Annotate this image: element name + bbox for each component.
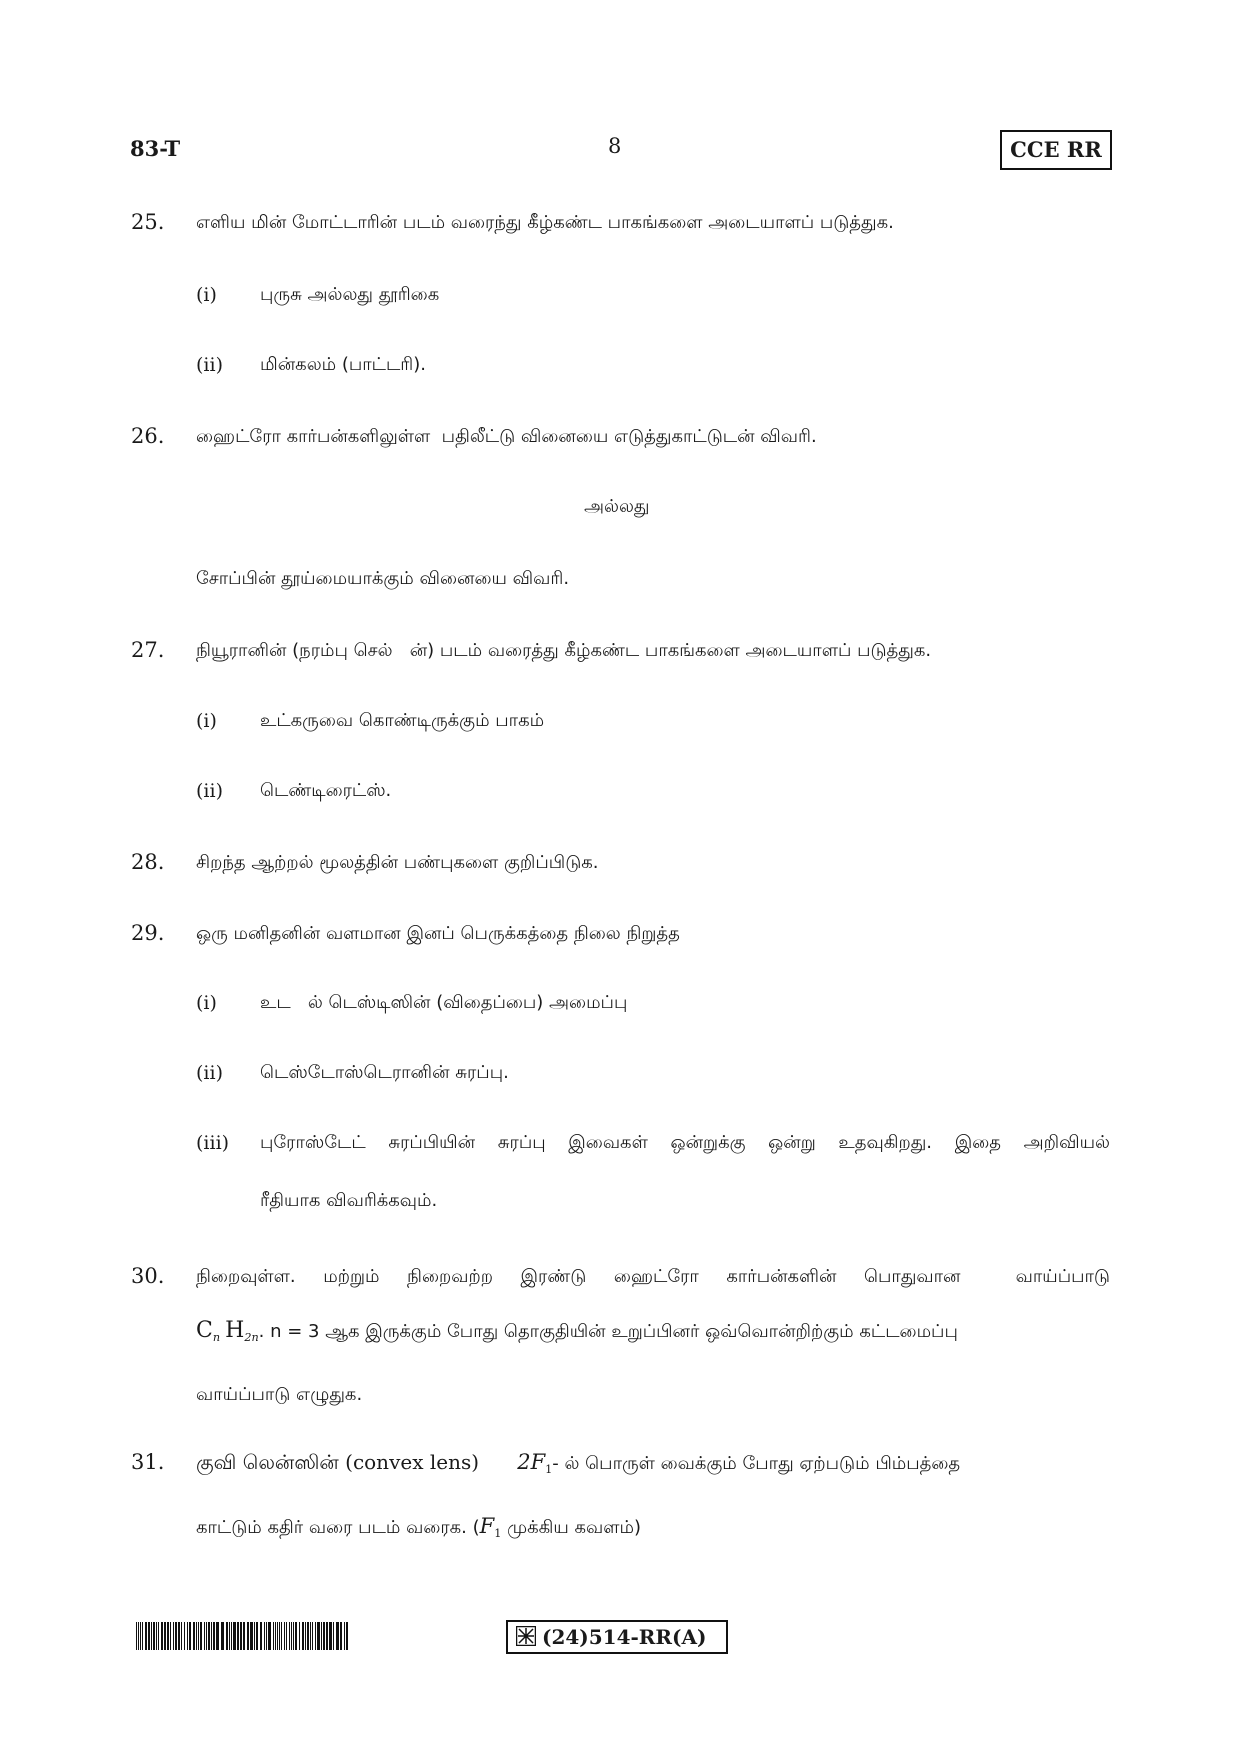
logo-icon	[516, 1624, 536, 1654]
footer-code: (24)514-RR(A)	[542, 1625, 707, 1649]
question-29-sub-ii-text: டெஸ்டோஸ்டெரானின் சுரப்பு.	[260, 1062, 509, 1083]
formula-2n: 2n	[244, 1331, 259, 1345]
question-29-sub-iii-text-line2: ரீதியாக விவரிக்கவும்.	[260, 1190, 438, 1211]
question-31-line1-a: குவி லென்ஸின் (convex lens)	[196, 1450, 480, 1474]
question-27-text: நியூரானின் (நரம்பு செல் ன்) படம் வரைத்து கீழ்கண்ட பாகங்களை அடையாளப் படுத்துக.	[196, 640, 932, 661]
paper-code: 83-T	[130, 136, 181, 161]
question-31-f-sub: 1	[494, 1527, 502, 1541]
question-27-sub-i-label: (i)	[196, 710, 217, 732]
question-number-30: 30.	[131, 1264, 165, 1288]
question-26-alternative: சோப்பின் தூய்மையாக்கும் வினையை விவரி.	[196, 568, 570, 589]
question-27-sub-ii-text: டெண்டிரைட்ஸ்.	[260, 780, 392, 801]
question-29-sub-ii-label: (ii)	[196, 1062, 223, 1084]
question-29-sub-iii-text-line1: புரோஸ்டேட் சுரப்பியின் சுரப்பு இவைகள் ஒன்றுக்கு ஒன்று உதவுகிறது. இதை அறிவியல்	[260, 1132, 1110, 1153]
question-number-31: 31.	[131, 1450, 165, 1474]
question-30-line2-rest: . n = 3 ஆக இருக்கும் போது தொகுதியின் உறுப்பினர் ஒவ்வொன்றிற்கும் கட்டமைப்பு	[258, 1321, 958, 1342]
question-31-line2-b: முக்கிய கவளம்)	[501, 1517, 641, 1538]
question-30-line1: நிறைவுள்ள. மற்றும் நிறைவற்ற இரண்டு ஹைட்ரோ கார்பன்களின் பொதுவான வாய்ப்பாடு	[196, 1266, 1110, 1287]
question-31-line1	[196, 1450, 1110, 1477]
question-31-line2-a: காட்டும் கதிர் வரை படம் வரைக. (	[196, 1517, 480, 1538]
question-25-sub-i-label: (i)	[196, 284, 217, 306]
question-31-line2	[196, 1514, 641, 1540]
question-29-sub-iii-label: (iii)	[196, 1132, 230, 1154]
question-29-sub-i-label: (i)	[196, 992, 217, 1014]
question-25-text: எளிய மின் மோட்டாரின் படம் வரைந்து கீழ்கண்ட பாகங்களை அடையாளப் படுத்துக.	[196, 212, 894, 233]
question-27-sub-ii-label: (ii)	[196, 780, 223, 802]
question-30-line2	[196, 1318, 1110, 1344]
question-number-25: 25.	[131, 210, 165, 234]
question-31-f: F	[479, 1514, 495, 1538]
question-31-2f: 2F	[517, 1450, 546, 1474]
question-29-sub-i-text: உட ல் டெஸ்டிஸின் (விதைப்பை) அமைப்பு	[260, 992, 628, 1013]
question-28-text: சிறந்த ஆற்றல் மூலத்தின் பண்புகளை குறிப்பிடுக.	[196, 852, 599, 873]
question-number-27: 27.	[131, 638, 165, 662]
footer-code-box	[506, 1620, 728, 1654]
barcode	[136, 1622, 350, 1650]
question-25-sub-i-text: புருசு அல்லது தூரிகை	[260, 284, 440, 305]
page-number: 8	[608, 134, 622, 158]
question-number-26: 26.	[131, 424, 165, 448]
question-25-sub-ii-label: (ii)	[196, 354, 223, 376]
question-26-text: ஹைட்ரோ கார்பன்களிலுள்ள பதிலீட்டு வினையை எடுத்துகாட்டுடன் விவரி.	[196, 426, 817, 447]
question-number-28: 28.	[131, 850, 165, 874]
question-31-2f-sub: 1	[545, 1463, 553, 1477]
formula-c: C	[196, 1318, 213, 1343]
question-number-29: 29.	[131, 921, 165, 945]
question-27-sub-i-text: உட்கருவை கொண்டிருக்கும் பாகம்	[260, 710, 545, 731]
question-31-line1-c: - ல் பொருள் வைக்கும் போது ஏற்படும் பிம்பத்தை	[552, 1453, 961, 1474]
question-30-line3: வாய்ப்பாடு எழுதுக.	[196, 1384, 363, 1405]
question-26-or: அல்லது	[584, 496, 650, 517]
question-29-text: ஒரு மனிதனின் வளமான இனப் பெருக்கத்தை நிலை நிறுத்த	[196, 923, 680, 944]
question-25-sub-ii-text: மின்கலம் (பாட்டரி).	[260, 354, 427, 375]
formula-h: H	[225, 1318, 245, 1343]
series-box: CCE RR	[1000, 130, 1112, 170]
formula-n: n	[212, 1331, 221, 1345]
